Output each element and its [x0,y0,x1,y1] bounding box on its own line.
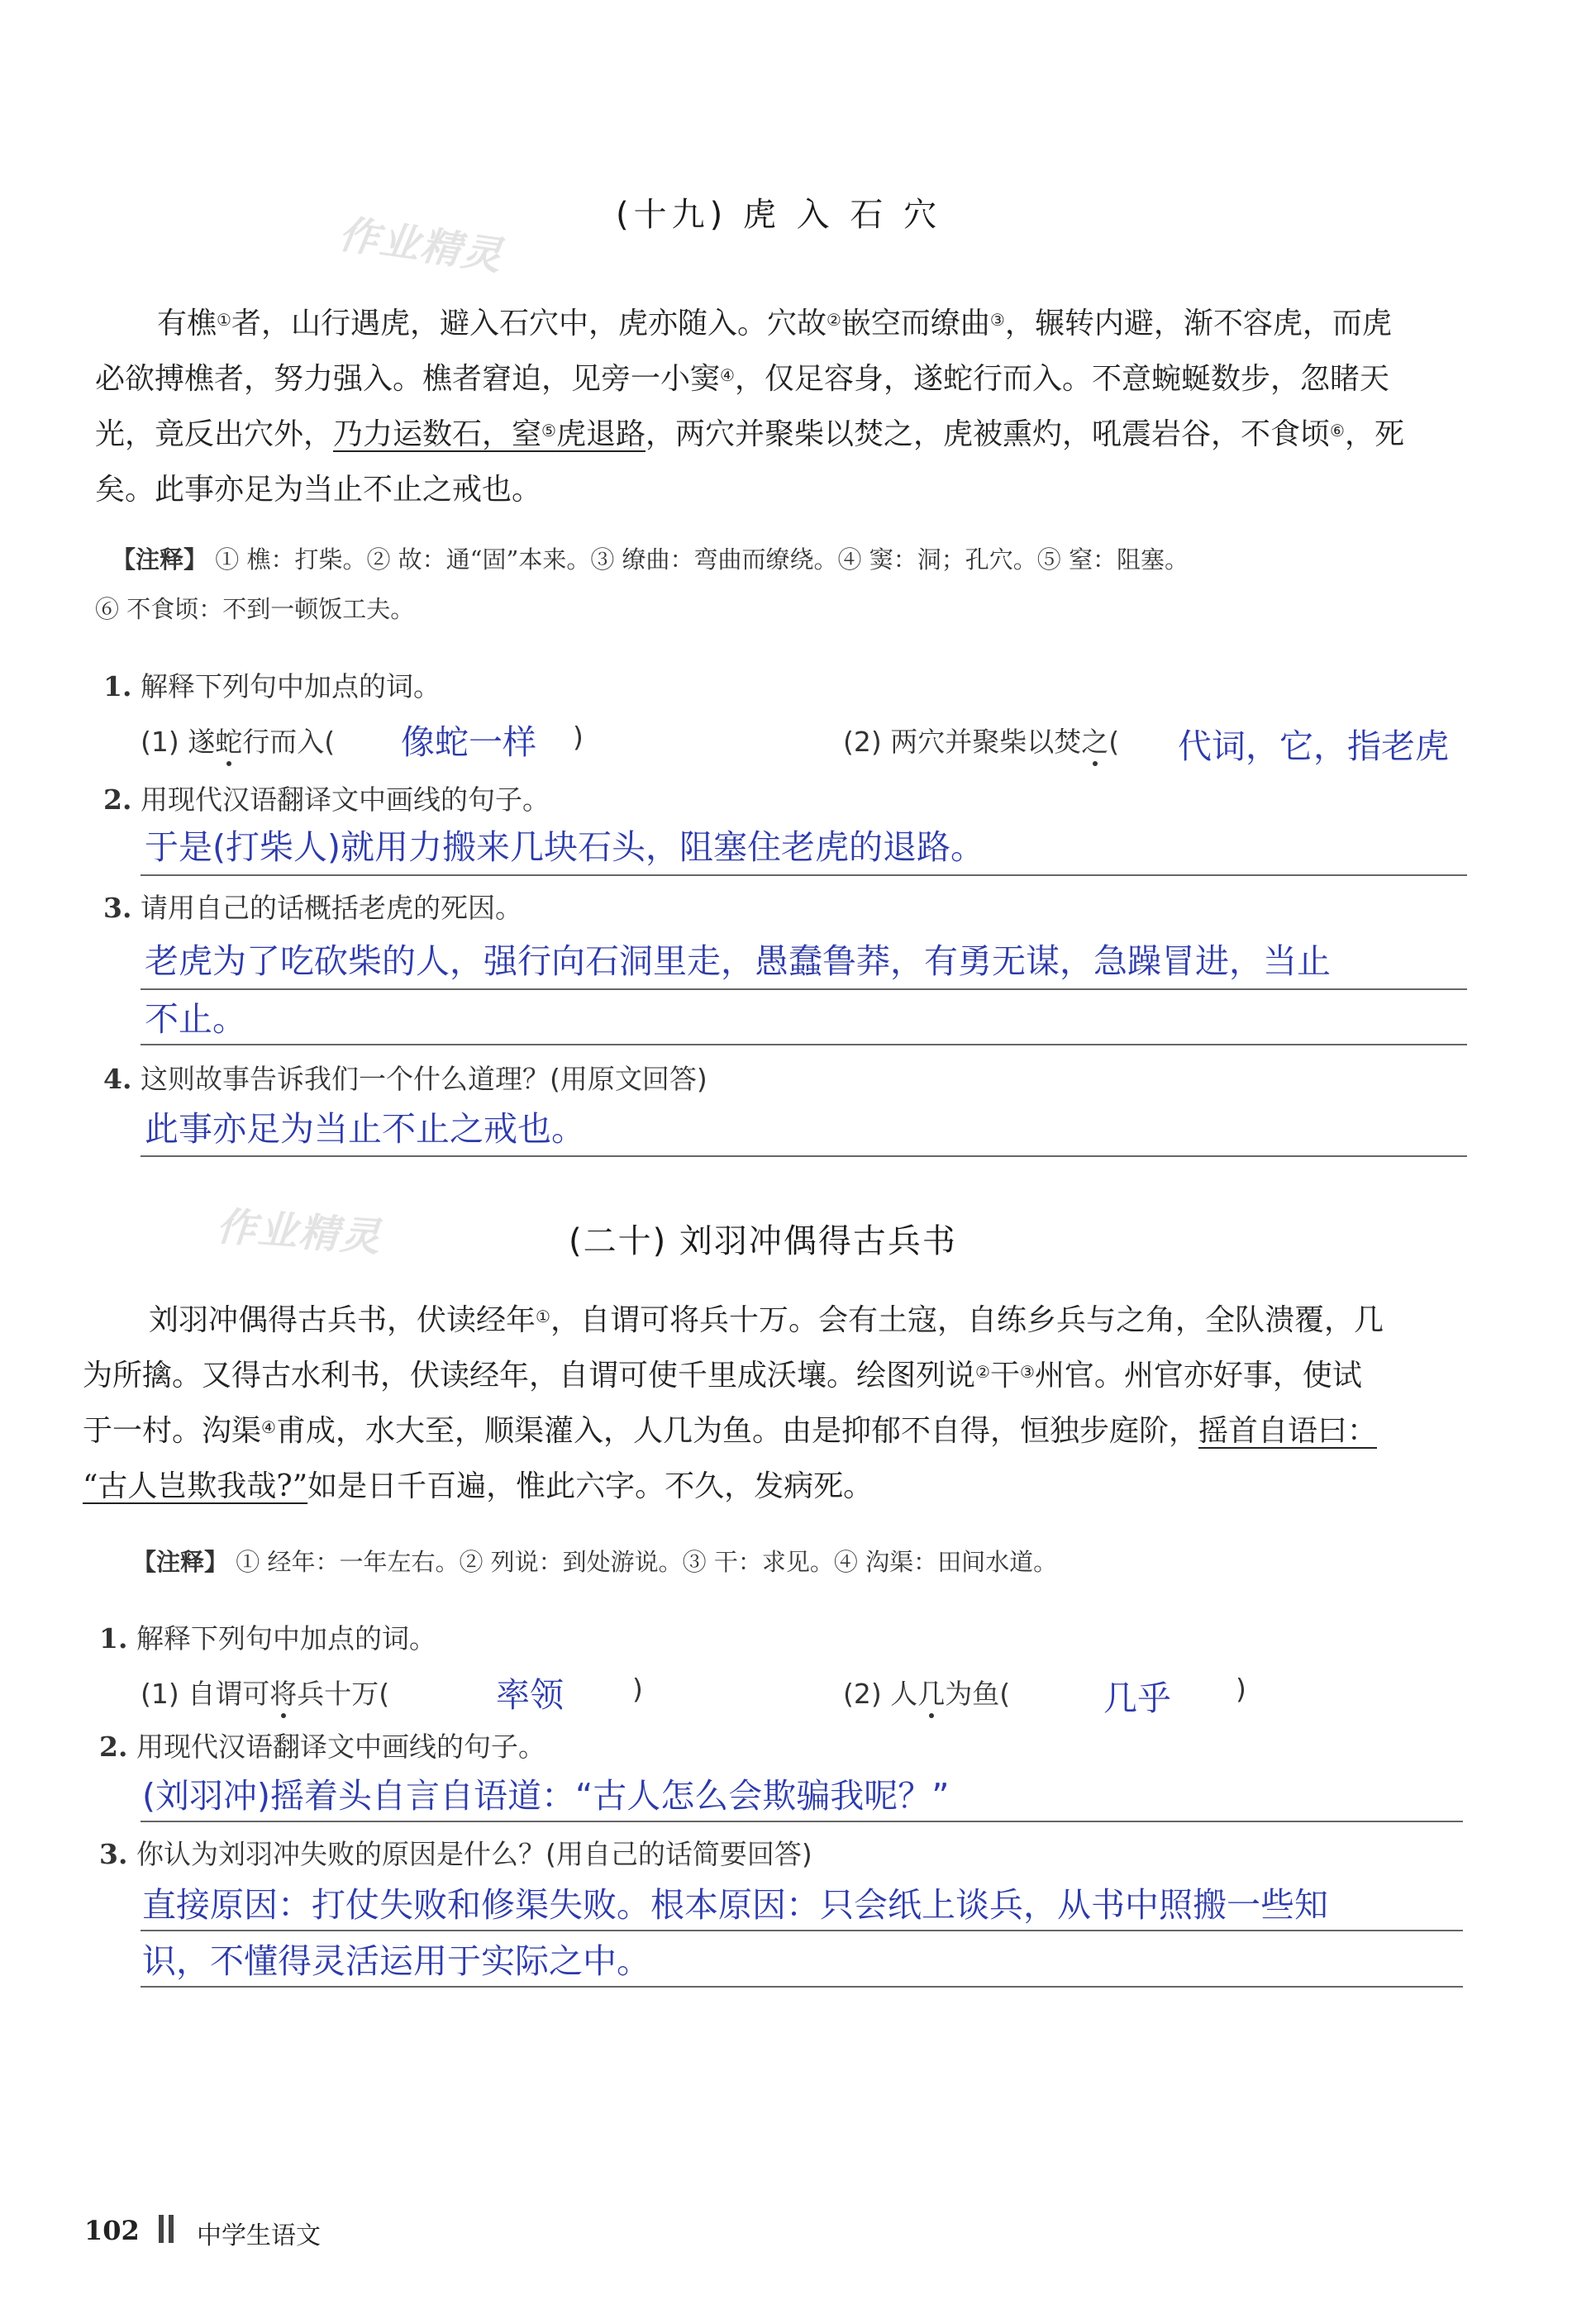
s19-q3-answer-line2[interactable]: 不止。 [145,999,246,1039]
s20-question-3: 3. 你认为刘羽冲失败的原因是什么？(用自己的话简要回答) [99,1838,812,1870]
section-20-title: (二十) 刘羽冲偶得古兵书 [569,1222,957,1260]
s19-q4-answer[interactable]: 此事亦足为当止不止之戒也。 [145,1109,585,1149]
s19-question-4: 4. 这则故事告诉我们一个什么道理？(用原文回答) [103,1063,707,1095]
watermark-logo-1: 作业精灵 [336,211,507,280]
s19-question-3: 3. 请用自己的话概括老虎的死因。 [103,892,522,924]
s19-question-2: 2. 用现代汉语翻译文中画线的句子。 [103,783,550,816]
s19-q1-answer2[interactable]: 代词，它，指老虎 [1178,726,1449,766]
passage-line: 于一村。沟渠④甫成，水大至，顺渠灌入，人几为鱼。由是抑郁不自得，恒独步庭阶，摇首自语曰： [83,1414,1377,1448]
passage-line: 光，竟反出穴外，乃力运数石，窒⑤虎退路，两穴并聚柴以焚之，虎被熏灼，吼震岩谷，不食顷⑥，死 [95,417,1404,451]
answer-line [141,1986,1463,1988]
s20-q1-item2-close: ) [1236,1673,1246,1705]
section-19-title: (十九) 虎 入 石 穴 [616,196,942,234]
page-number: 102 [84,2215,140,2246]
s19-q1-answer1[interactable]: 像蛇一样 [401,722,536,762]
passage-line: 为所擒。又得古水利书，伏读经年，自谓可使千里成沃壤。绘图列说②干③州官。州官亦好事，使试 [83,1359,1362,1393]
watermark-logo-2: 作业精灵 [214,1203,384,1261]
section-19-notes-line1: 【注释】 ① 樵：打柴。② 故：通“固”本来。③ 缭曲：弯曲而缭绕。④ 窦：洞；孔穴。⑤ 窒：阻塞。 [112,545,1189,574]
passage-line: 有樵①者，山行遇虎，避入石穴中，虎亦随入。穴故②嵌空而缭曲③，辗转内避，渐不容虎，而虎 [157,307,1392,340]
underlined-sentence: 摇首自语曰： [1198,1414,1377,1448]
answer-line [141,1821,1463,1822]
s20-q1-item2: (2) 人几为鱼( [843,1678,1011,1710]
s19-q2-answer[interactable]: 于是(打柴人)就用力搬来几块石头，阻塞住老虎的退路。 [145,827,984,867]
answer-line [141,1044,1467,1045]
s20-q3-answer-line2[interactable]: 识，不懂得灵活运用于实际之中。 [142,1941,650,1981]
s19-q1-item2: (2) 两穴并聚柴以焚之( [843,726,1120,758]
s19-question-1: 1. 解释下列句中加点的词。 [103,670,441,702]
section-19-notes-line2: ⑥ 不食顷：不到一顿饭工夫。 [95,595,415,623]
section-20-passage [83,1293,1504,1516]
passage-line: 刘羽冲偶得古兵书，伏读经年①，自谓可将兵十万。会有土寇，自练乡兵与之角，全队溃覆，几 [149,1303,1384,1337]
footer-bars-icon [159,2215,179,2243]
answer-line [141,1155,1467,1157]
section-20-notes: 【注释】 ① 经年：一年左右。② 列说：到处游说。③ 干：求见。④ 沟渠：田间水道。 [132,1548,1058,1576]
answer-line [141,1930,1463,1931]
s19-q1-item1-close: ) [573,721,584,753]
s20-question-1: 1. 解释下列句中加点的词。 [99,1622,436,1655]
s20-q3-answer-line1[interactable]: 直接原因：打仗失败和修渠失败。根本原因：只会纸上谈兵，从书中照搬一些知 [142,1885,1328,1925]
passage-line: “古人岂欺我哉?”如是日千百遍，惟此六字。不久，发病死。 [83,1469,874,1503]
passage-line: 必欲搏樵者，努力强入。樵者窘迫，见旁一小窦④，仅足容身，遂蛇行而入。不意蜿蜒数步，忽睹天 [95,362,1389,396]
s20-q2-answer[interactable]: (刘羽冲)摇着头自言自语道：“古人怎么会欺骗我呢？” [142,1776,950,1816]
underlined-sentence: “古人岂欺我哉?” [83,1469,308,1503]
s20-q1-item1: (1) 自谓可将兵十万( [141,1678,390,1710]
s20-question-2: 2. 用现代汉语翻译文中画线的句子。 [99,1731,545,1763]
answer-line [141,874,1467,876]
section-19-passage [95,296,1500,519]
journal-name: 中学生语文 [197,2221,321,2250]
s20-q1-item1-close: ) [632,1673,643,1705]
s19-q3-answer-line1[interactable]: 老虎为了吃砍柴的人，强行向石洞里走，愚蠢鲁莽，有勇无谋，急躁冒进，当止 [145,941,1331,981]
s19-q1-item1: (1) 遂蛇行而入( [141,726,336,758]
underlined-sentence: 乃力运数石，窒⑤虎退路 [333,417,646,451]
s20-q1-answer2[interactable]: 几乎 [1103,1678,1171,1718]
passage-line: 矣。此事亦足为当止不止之戒也。 [95,473,542,507]
answer-line [141,988,1467,990]
s20-q1-answer1[interactable]: 率领 [496,1675,564,1715]
